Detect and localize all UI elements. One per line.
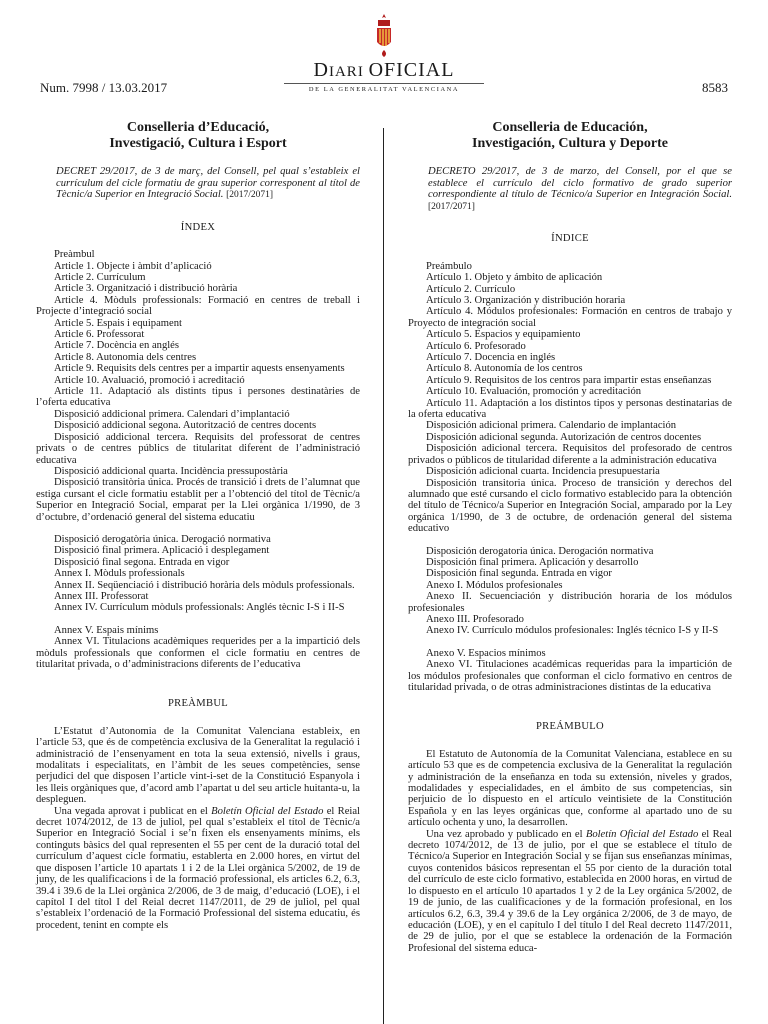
index-item: Anexo III. Profesorado xyxy=(426,613,524,625)
index-item: Artículo 10. Evaluación, promoción y acreditación xyxy=(426,386,642,398)
index-item: Preàmbul xyxy=(54,249,95,261)
index-item: Article 3. Organització i distribució horària xyxy=(54,283,238,295)
index-item: Article 11. Adaptació als distints tipus i persones destinatàries de l’oferta educativa xyxy=(36,386,360,409)
column-divider xyxy=(383,128,384,1024)
index-item: Article 9. Requisits dels centres per a impartir aquests ensenyaments xyxy=(54,363,345,375)
index-item: Artículo 7. Docencia en inglés xyxy=(426,352,556,364)
index-item: Anexo V. Espacios mínimos xyxy=(426,647,546,659)
index-item: Anexo I. Módulos profesionales xyxy=(426,579,563,591)
index-item: Disposició final primera. Aplicació i desplegament xyxy=(54,545,270,557)
index-item: Article 8. Autonomia dels centres xyxy=(54,351,197,363)
index-item: Annex V. Espais mínims xyxy=(54,624,159,636)
index-item: Artículo 9. Requisitos de los centros para impartir estas enseñanzas xyxy=(426,374,712,386)
index-list xyxy=(36,249,360,670)
index-item: Disposició addicional quarta. Incidència pressupostària xyxy=(54,465,288,477)
masthead-subtitle: DE LA GENERALITAT VALENCIANA xyxy=(284,83,484,93)
preamble-title: PREÁMBULO xyxy=(535,721,605,733)
index-item: Disposició transitòria única. Procés de transició i drets de l’alumnat que estiga cursant el cicle formatiu establit per a l’obtenció del títol de Tècnic/a Superior en Integració Social, emparat per la Llei orgànica 1/1990, de 3 d’octubre, d’ordenació general del sistema educatiu xyxy=(36,477,360,523)
masthead-title: DIARI OFICIAL xyxy=(313,59,455,81)
index-item: Anexo VI. Titulaciones académicas requeridas para la impartición de los módulos profesionales que conforman el ciclo formativo en centros de titularidad privada, o de otras administraciones distintas de la educativa xyxy=(408,659,732,693)
index-item: Article 5. Espais i equipament xyxy=(54,317,182,329)
index-item: Disposición final primera. Aplicación y desarrollo xyxy=(426,556,639,568)
index-item: Artículo 8. Autonomía de los centros xyxy=(426,363,583,375)
decree-title: DECRET 29/2017, de 3 de març, del Consell, pel qual s’estableix el currículum del cicle formatiu de grau superior corresponent al títol de Tècnic/a Superior en Integració Social. [2017/2071] xyxy=(56,166,360,201)
decree-title: DECRETO 29/2017, de 3 de marzo, del Consell, por el que se establece el currículo del ciclo formativo de grado superior correspondiente al título de Técnico/a Superior en Integración Social. [2017/2071] xyxy=(428,166,732,212)
index-item: Artículo 5. Espacios y equipamiento xyxy=(426,329,581,341)
index-item: Annex II. Seqüenciació i distribució horària dels mòduls professionals. xyxy=(54,579,355,591)
index-item: Disposició addicional primera. Calendari d’implantació xyxy=(54,408,290,420)
index-item: Disposición adicional tercera. Requisitos del profesorado de centros privados o públicos de titularidad diferente a la administración educativa xyxy=(408,443,732,466)
index-item: Artículo 3. Organización y distribución horaria xyxy=(426,295,626,306)
index-item: Article 10. Avaluació, promoció i acreditació xyxy=(54,374,245,386)
page-number: 8583 xyxy=(702,80,728,95)
index-item: Preámbulo xyxy=(426,260,472,272)
index-item: Artículo 1. Objeto y ámbito de aplicación xyxy=(426,272,603,284)
index-list xyxy=(408,261,732,694)
preamble-title: PREÀMBUL xyxy=(167,698,229,710)
index-item: Article 4. Mòduls professionals: Formació en centres de treball i Projecte d’integració social xyxy=(36,294,360,318)
index-item: Disposición transitoria única. Proceso de transición y derechos del alumnado que esté cursando el ciclo formativo establecido para la obtención del título de Técnico/a Superior en Integración Social, amparado por la Ley orgánica 1/1990, de 3 de octubre, de ordenación general del sistema educativo xyxy=(408,477,732,535)
index-item: Anexo II. Secuenciación y distribución horaria de los módulos profesionales xyxy=(408,591,732,614)
department-heading: Conselleria de Educación, Investigación, Cultura y Deporte xyxy=(472,120,668,151)
masthead xyxy=(284,60,484,93)
index-item: Disposición derogatoria única. Derogación normativa xyxy=(426,545,654,557)
index-item: Annex IV. Currículum mòduls professionals: Anglés tècnic I-S i II-S xyxy=(54,602,345,614)
generalitat-crest-icon xyxy=(372,12,396,58)
index-item: Article 2. Currículum xyxy=(54,272,146,283)
department-heading: Conselleria d’Educació, Investigació, Cultura i Esport xyxy=(109,120,287,151)
index-item: Disposició derogatòria única. Derogació normativa xyxy=(54,533,271,545)
index-item: Annex VI. Titulacions acadèmiques requerides per a la impartició dels mòduls professionals que conformen el cicle formatiu en centres de titularitat privada, o d’administracions diferents de l’educativa xyxy=(36,636,360,670)
page-header xyxy=(0,0,768,120)
preamble-paragraph: Una vegada aprovat i publicat en el Boletín Oficial del Estado el Reial decret 1074/2012, de 13 de juliol, pel qual s’estableix el títol de Tècnic/a Superior en Integració Social i se’n fixen els ensenyaments mínims, els continguts bàsics del qual representen el 55 per cent de la duració total del currículum d’aquest cicle formatiu, establerta en 2.000 hores, en virtut del que disposen l’article 10 apartats 1 i 2 de la Llei orgànica 5/2002, de 19 de juny, de les qualificacions i de la formació professional, els articles 6.2, 6.3, 39.4 i 39.6 de la Llei orgànica 2/2006, de 3 de maig, d’educació (LOE), i el capítol I del títol I del Reial decret 1147/2011, de 29 de juliol, pel qual s’estableix l’ordenació de la Formació Professional del sistema educatiu, és procedent, tenint en compte els xyxy=(36,805,360,931)
index-item: Annex I. Mòduls professionals xyxy=(54,568,185,580)
index-item: Article 6. Professorat xyxy=(54,329,145,341)
spanish-column xyxy=(408,116,732,954)
index-item: Artículo 6. Profesorado xyxy=(426,340,526,352)
index-item: Anexo IV. Currículo módulos profesionales: Inglés técnico I-S y II-S xyxy=(426,625,719,637)
index-item: Disposició final segona. Entrada en vigor xyxy=(54,556,230,568)
preamble-paragraph: Una vez aprobado y publicado en el Boletín Oficial del Estado el Real decreto 1074/2012, de 13 de julio, por el que se establece el título de Técnico/a Superior en Integración Social y se fijan sus enseñanzas mínimas, cuyos contenidos básicos representan el 55 por ciento de la duración total del currículo de este ciclo formativo, establecida en 2000 horas, en virtud de lo dispuesto en el artículo 10 apartados 1 y 2 de la Ley orgánica 5/2002, de 19 de junio, de las cualificaciones y de la formación profesional, en los artículos 6.2, 6.3, 39.4 y 39.6 de la Ley orgánica 2/2006, de 3 de mayo, de educación (LOE), y en el capítulo I del título I del Real decreto 1147/2011, de 29 de julio, por el que se establece la ordenación de la Formación Profesional del sistema educa- xyxy=(408,828,732,954)
index-item: Artículo 4. Módulos profesionales: Formación en centros de trabajo y Proyecto de integración social xyxy=(408,306,732,329)
index-item: Annex III. Professorat xyxy=(54,590,149,602)
index-item: Disposició addicional tercera. Requisits del professorat de centres privats o de centres públics de titularitat diferent de l’administració educativa xyxy=(36,431,360,466)
index-item: Artículo 11. Adaptación a los distintos tipos y personas destinatarias de la oferta educativa xyxy=(408,397,732,421)
index-item: Article 7. Docència en anglés xyxy=(54,340,180,352)
index-item: Disposición final segunda. Entrada en vigor xyxy=(426,568,612,580)
index-title: ÍNDEX xyxy=(180,221,216,233)
valencian-column xyxy=(36,116,360,931)
index-item: Article 1. Objecte i àmbit d’aplicació xyxy=(54,260,212,272)
preamble-paragraph: L’Estatut d’Autonomia de la Comunitat Valenciana estableix, en l’article 53, que és de competència exclusiva de la Generalitat la regulació i administració de l’ensenyament en tota la seua extensió, nivells i graus, modalitats i especialitats, en l’àmbit de les seues competències, sense perjudici del que disposen l’article vint-i-set de la Constitució Espanyola i les lleis orgàniques que, d’acord amb l’apartat u del seu article huitanta-u, la despleguen. xyxy=(36,725,360,806)
index-item: Artículo 2. Currículo xyxy=(426,283,516,295)
index-title: ÍNDICE xyxy=(551,233,589,245)
index-item: Disposición adicional primera. Calendario de implantación xyxy=(426,420,677,432)
issue-number: Num. 7998 / 13.03.2017 xyxy=(40,80,168,95)
index-item: Disposición adicional segunda. Autorización de centros docentes xyxy=(426,431,702,443)
preamble-paragraph: El Estatuto de Autonomía de la Comunitat Valenciana, establece en su artículo 53 que es de competencia exclusiva de la Generalitat la regulación y administración de la enseñanza en toda su extensión, niveles y grados, modalidades y especialidades, en el ámbito de sus competencias, sin perjuicio de lo dispuesto en el artículo veintisiete de la Constitución Española y en las leyes orgánicas que, conforme al apartado uno de su artículo ochenta y uno, la desarrollen. xyxy=(408,748,732,829)
index-item: Disposición adicional cuarta. Incidencia presupuestaria xyxy=(426,466,660,478)
index-item: Disposició addicional segona. Autorització de centres docents xyxy=(54,420,317,432)
